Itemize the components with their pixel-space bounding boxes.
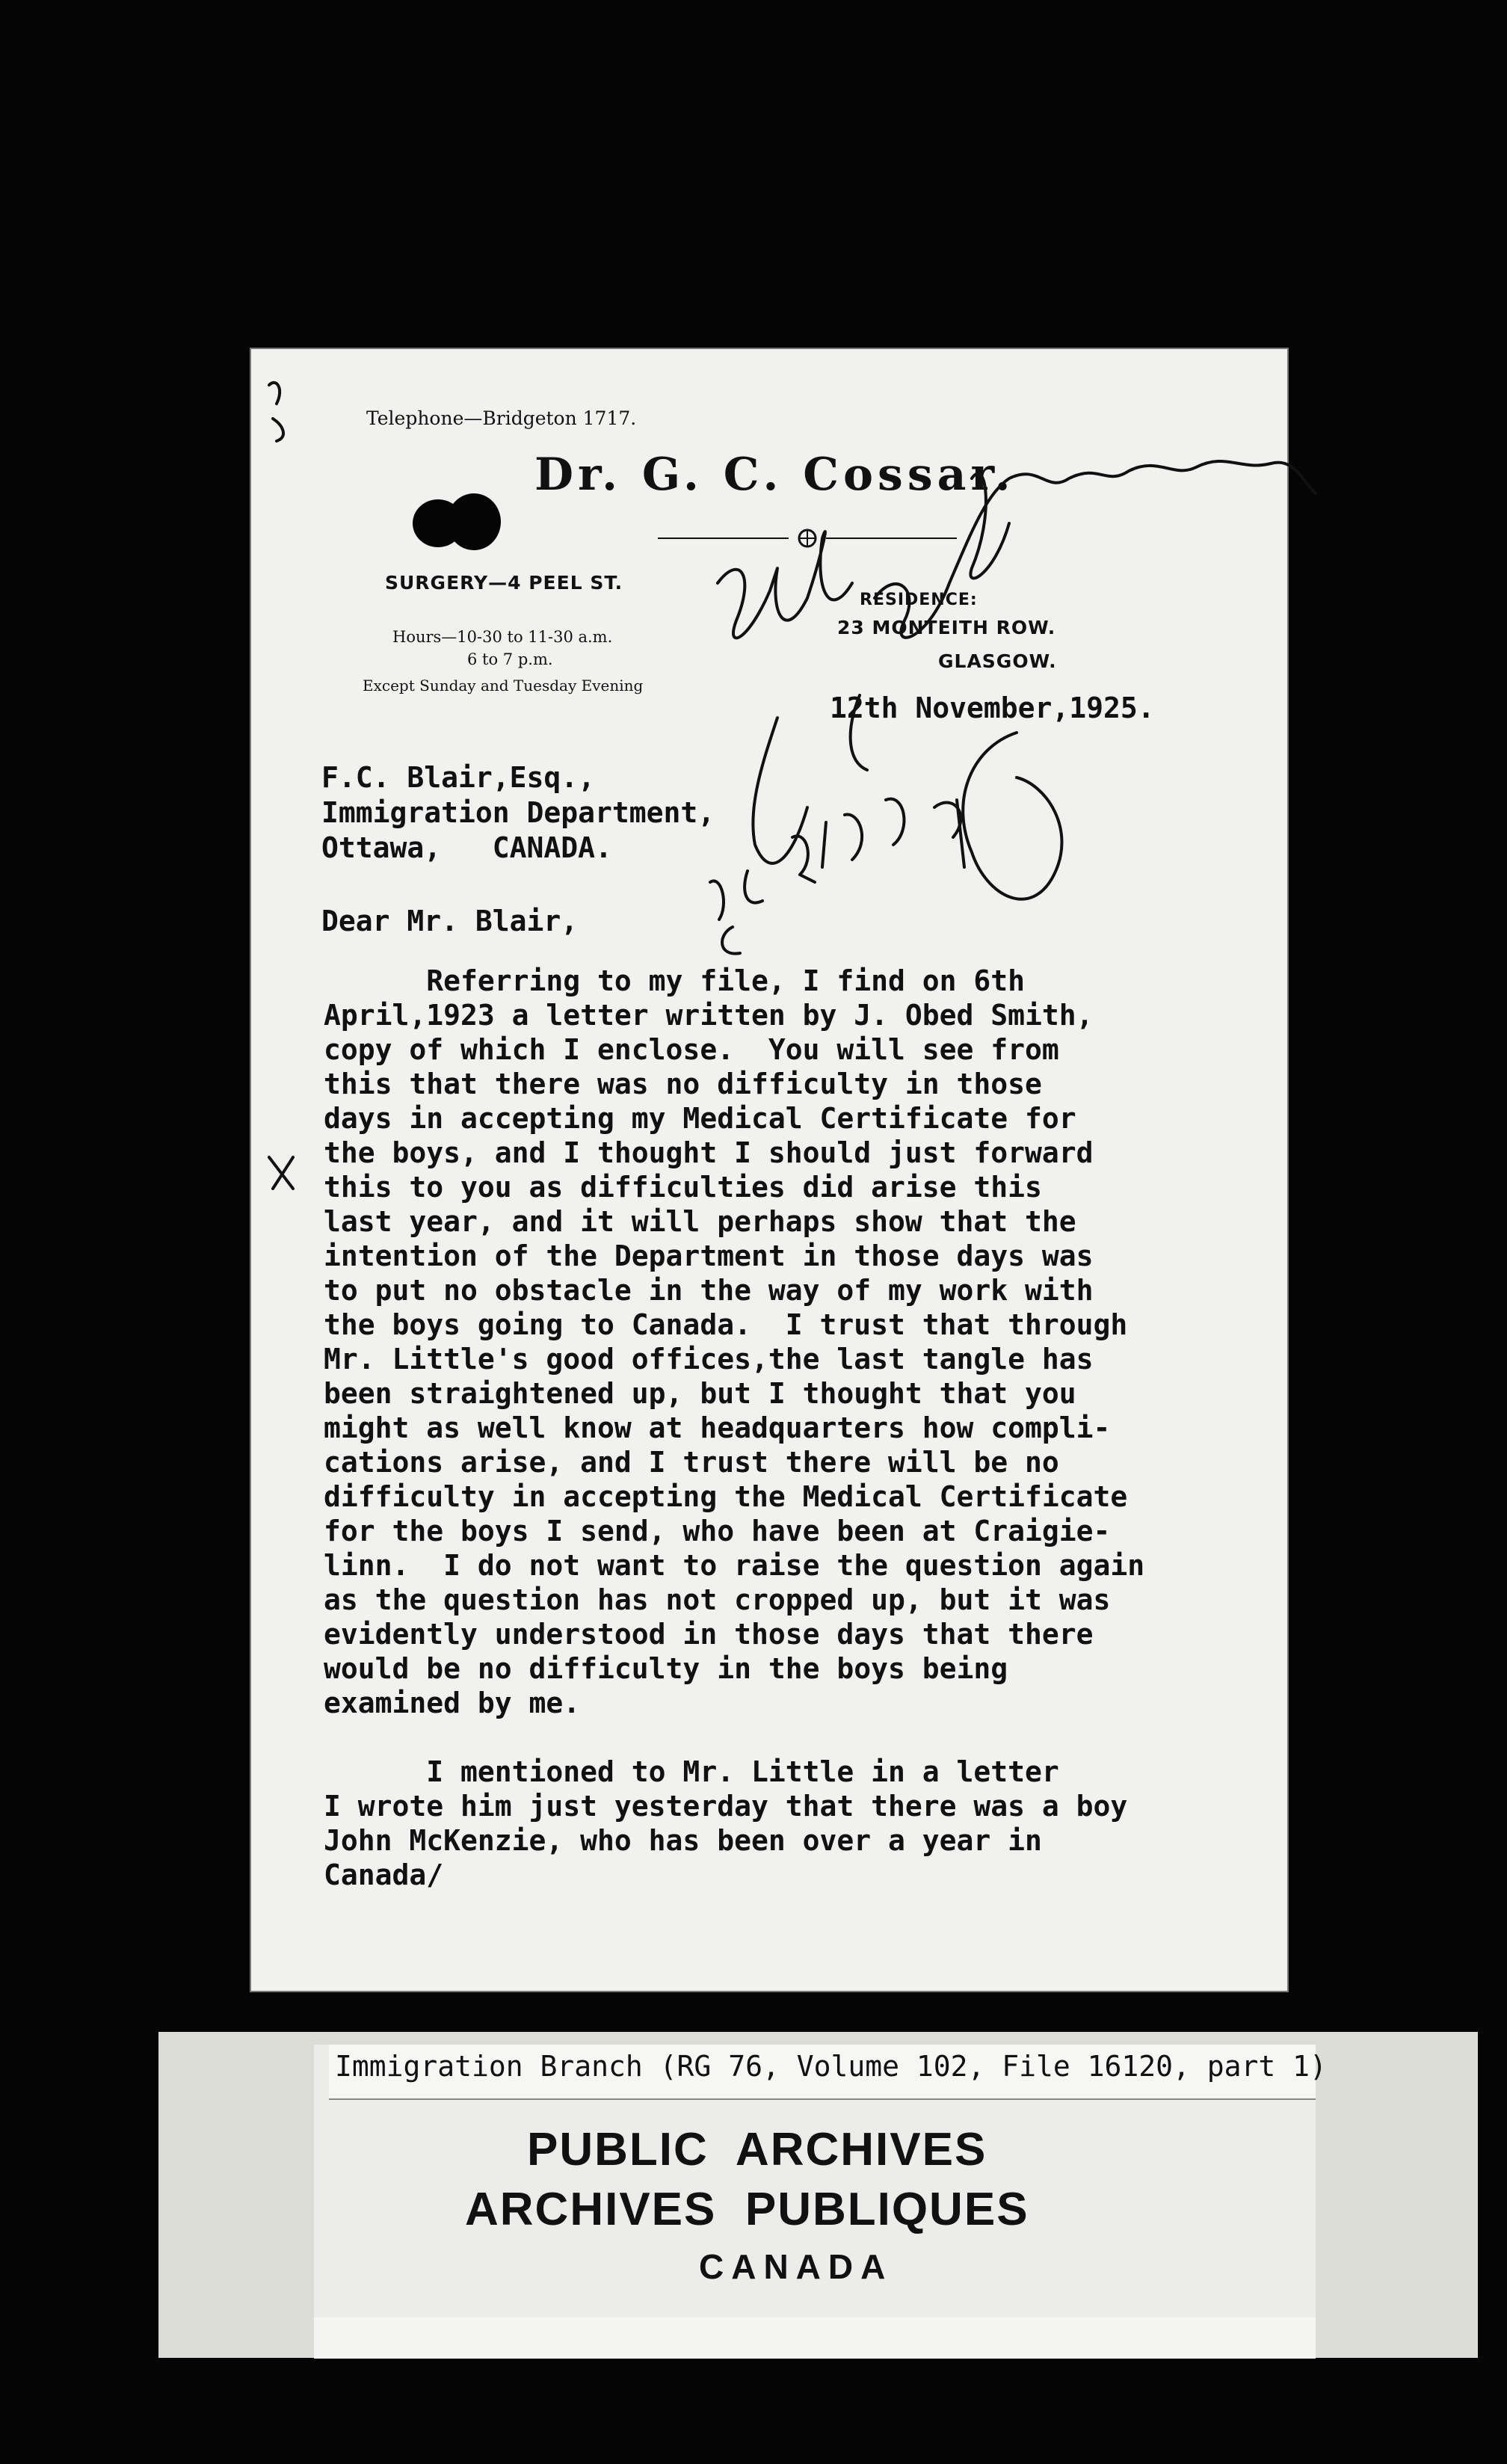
salutation: Dear Mr. Blair,	[321, 905, 579, 937]
body-line: for the boys I send, who have been at Craigie-	[324, 1515, 1111, 1547]
body-line: the boys going to Canada. I trust that through	[324, 1308, 1128, 1341]
address-line: Immigration Department,	[321, 796, 715, 829]
body-line: Canada/	[324, 1858, 444, 1891]
body-line: difficulty in accepting the Medical Certificate	[324, 1480, 1128, 1513]
body-line: cations arise, and I trust there will be no	[324, 1446, 1059, 1479]
archive-line-3: CANADA	[699, 2247, 893, 2286]
body-line: examined by me.	[324, 1687, 581, 1719]
body-line: would be no difficulty in the boys being	[324, 1652, 1008, 1685]
body-line: this that there was no difficulty in those	[324, 1068, 1042, 1100]
residence-city: GLASGOW.	[938, 650, 1057, 672]
archive-line-2: ARCHIVES PUBLIQUES	[465, 2184, 1029, 2235]
body-line: April,1923 a letter written by J. Obed Smith,	[324, 999, 1094, 1032]
body-line: linn. I do not want to raise the question again	[324, 1549, 1145, 1582]
body-line: the boys, and I thought I should just forward	[324, 1136, 1094, 1169]
body-line: I mentioned to Mr. Little in a letter	[324, 1755, 1059, 1788]
residence-address: 23 MONTEITH ROW.	[837, 617, 1056, 638]
body-line: to put no obstacle in the way of my work with	[324, 1274, 1094, 1307]
archive-line-1: PUBLIC ARCHIVES	[527, 2124, 987, 2175]
hours-line: 6 to 7 p.m.	[467, 650, 553, 668]
body-line: last year, and it will perhaps show that the	[324, 1205, 1076, 1238]
body-line: Mr. Little's good offices,the last tangle has	[324, 1343, 1094, 1376]
surgery-address: SURGERY—4 PEEL ST.	[385, 572, 623, 594]
letter-date: 12th November,1925.	[830, 692, 1155, 724]
address-line: F.C. Blair,Esq.,	[321, 761, 596, 794]
telephone-line: Telephone—Bridgeton 1717.	[366, 407, 637, 429]
body-line: days in accepting my Medical Certificate for	[324, 1102, 1076, 1135]
residence-label: RESIDENCE:	[860, 591, 978, 609]
body-line: I wrote him just yesterday that there was a boy	[324, 1790, 1128, 1823]
body-line: copy of which I enclose. You will see from	[324, 1033, 1059, 1066]
archive-strip-bottom	[314, 2317, 1316, 2359]
hours-line: Except Sunday and Tuesday Evening	[363, 677, 644, 694]
body-line: Referring to my file, I find on 6th	[324, 964, 1025, 997]
body-line: as the question has not cropped up, but it was	[324, 1583, 1111, 1616]
body-line: intention of the Department in those days was	[324, 1239, 1094, 1272]
letterhead-name: Dr. G. C. Cossar.	[534, 449, 1015, 501]
body-line: John McKenzie, who has been over a year in	[324, 1824, 1042, 1857]
hours-line: Hours—10-30 to 11-30 a.m.	[392, 628, 613, 646]
body-line: this to you as difficulties did arise this	[324, 1171, 1042, 1204]
body-line: might as well know at headquarters how compli-	[324, 1411, 1111, 1444]
archive-reference: Immigration Branch (RG 76, Volume 102, File 16120, part 1)	[335, 2050, 1327, 2083]
body-line: evidently understood in those days that there	[324, 1618, 1094, 1651]
address-line: Ottawa, CANADA.	[321, 831, 612, 864]
body-line: been straightened up, but I thought that you	[324, 1377, 1076, 1410]
